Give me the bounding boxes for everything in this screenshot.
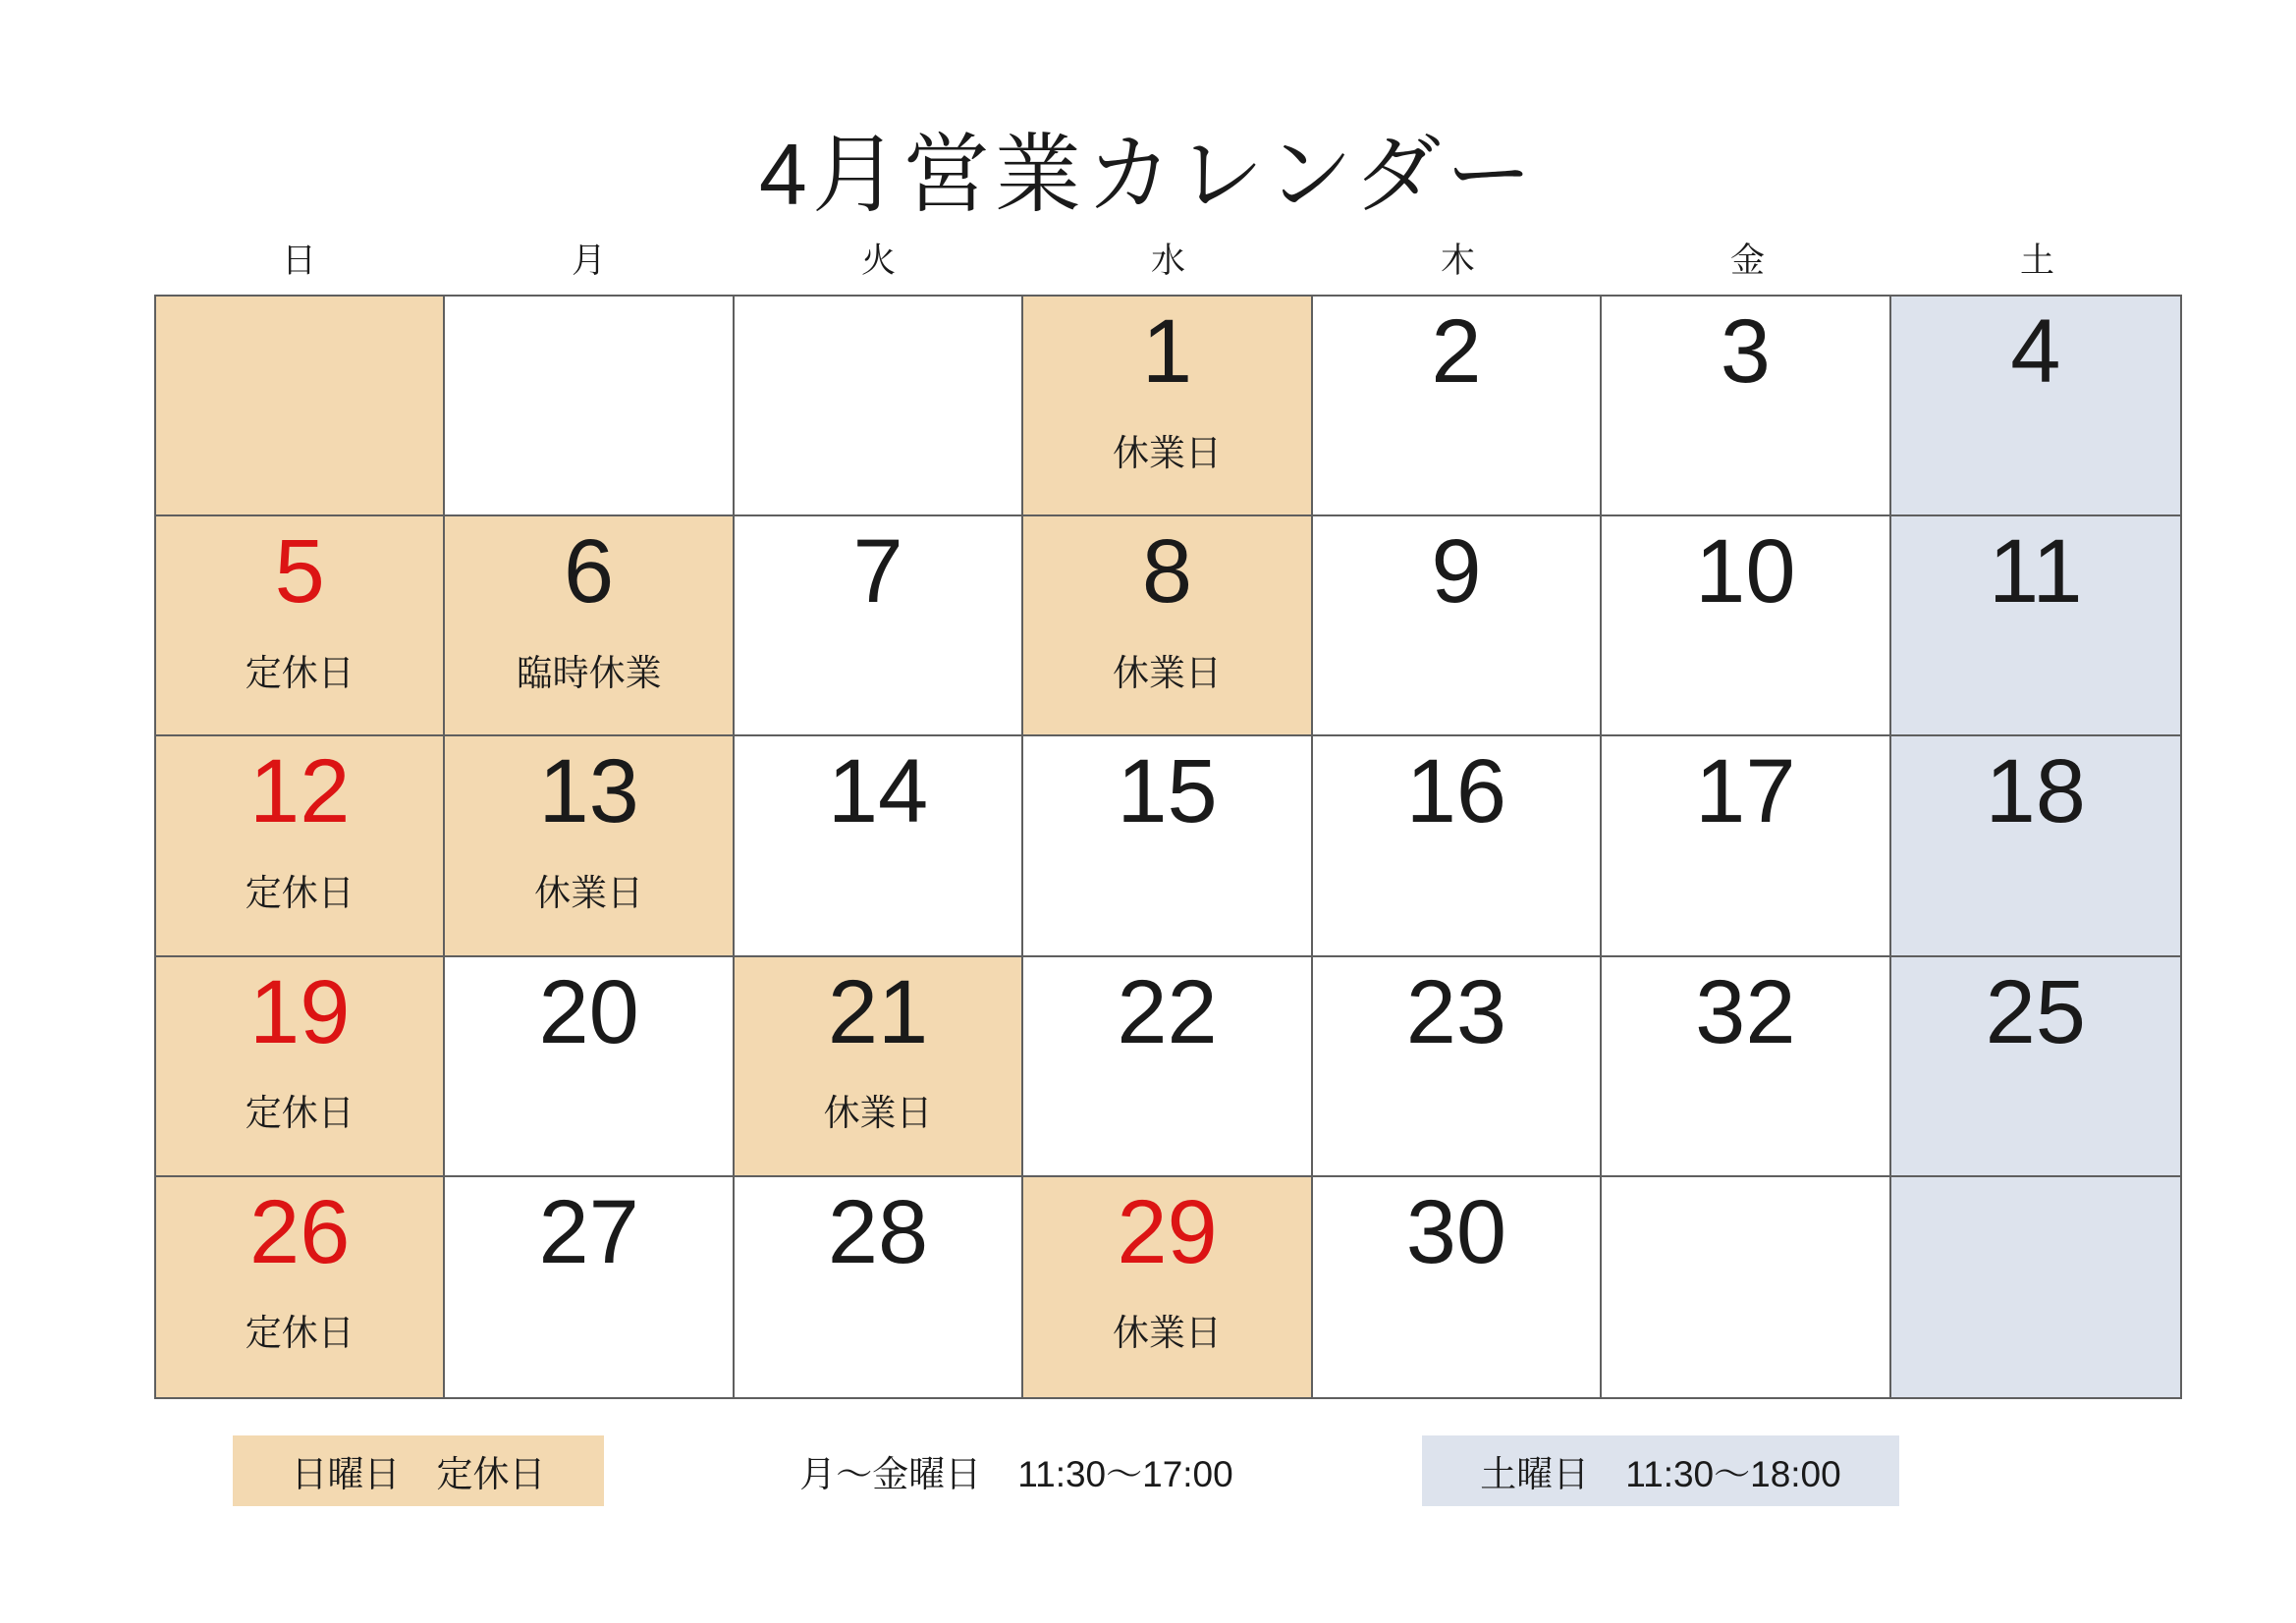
day-number: 7 — [852, 521, 903, 622]
calendar-cell-empty — [156, 297, 445, 516]
day-number: 21 — [827, 961, 929, 1062]
day-number: 4 — [2010, 301, 2061, 402]
day-number: 15 — [1117, 741, 1218, 842]
day-number: 25 — [1985, 961, 2086, 1062]
day-number: 17 — [1695, 741, 1796, 842]
day-status-label: 定休日 — [245, 872, 355, 913]
calendar-cell-empty — [1891, 1177, 2180, 1397]
calendar-cell-21 — [735, 957, 1023, 1177]
calendar-cell-17 — [1602, 736, 1890, 956]
weekday-label: 土 — [2019, 242, 2054, 280]
day-number: 6 — [564, 521, 615, 622]
calendar-cell-18 — [1891, 736, 2180, 956]
calendar-cell-27 — [445, 1177, 734, 1397]
calendar-cell-14 — [735, 736, 1023, 956]
day-status-label: 休業日 — [823, 1093, 933, 1134]
weekday-label: 金 — [1729, 242, 1765, 280]
weekday-label: 日 — [281, 242, 316, 280]
legend-saturday-hours: 土曜日 11:30～18:00 — [1422, 1435, 1899, 1506]
calendar-cell-32 — [1602, 957, 1890, 1177]
calendar-cell-empty — [735, 297, 1023, 516]
day-number: 1 — [1141, 301, 1193, 402]
day-number: 12 — [249, 741, 351, 842]
calendar-cell-25 — [1891, 957, 2180, 1177]
day-status-label: 臨時休業 — [516, 652, 662, 693]
calendar-cell-15 — [1023, 736, 1312, 956]
day-number: 28 — [827, 1181, 929, 1282]
day-status-label: 休業日 — [534, 872, 644, 913]
calendar-cell-29 — [1023, 1177, 1312, 1397]
calendar-cell-8 — [1023, 516, 1312, 736]
day-status-label: 休業日 — [1112, 432, 1222, 473]
calendar-cell-19 — [156, 957, 445, 1177]
calendar-cell-2 — [1313, 297, 1602, 516]
day-number: 14 — [827, 741, 929, 842]
day-number: 27 — [538, 1181, 639, 1282]
day-number: 10 — [1695, 521, 1796, 622]
calendar-cell-9 — [1313, 516, 1602, 736]
day-number: 2 — [1431, 301, 1482, 402]
day-number: 19 — [249, 961, 351, 1062]
calendar-cell-26 — [156, 1177, 445, 1397]
day-number: 3 — [1720, 301, 1771, 402]
calendar-cell-28 — [735, 1177, 1023, 1397]
page-title: 4月営業カレンダー — [758, 125, 1538, 223]
day-status-label: 休業日 — [1112, 652, 1222, 693]
day-number: 18 — [1985, 741, 2086, 842]
day-status-label: 定休日 — [245, 1313, 355, 1354]
calendar-cell-empty — [1602, 1177, 1890, 1397]
calendar-grid — [154, 295, 2182, 1399]
day-number: 9 — [1431, 521, 1482, 622]
day-number: 20 — [538, 961, 639, 1062]
weekday-label: 月 — [571, 242, 606, 280]
calendar-cell-empty — [445, 297, 734, 516]
legend-sunday-closed: 日曜日 定休日 — [233, 1435, 604, 1506]
calendar-cell-4 — [1891, 297, 2180, 516]
day-number: 5 — [274, 521, 325, 622]
day-number: 32 — [1695, 961, 1796, 1062]
day-number: 11 — [1989, 521, 2083, 622]
calendar-cell-3 — [1602, 297, 1890, 516]
calendar-cell-1 — [1023, 297, 1312, 516]
day-number: 13 — [538, 741, 639, 842]
day-status-label: 定休日 — [245, 652, 355, 693]
day-number: 30 — [1405, 1181, 1507, 1282]
calendar-cell-5 — [156, 516, 445, 736]
day-status-label: 定休日 — [245, 1093, 355, 1134]
calendar-cell-6 — [445, 516, 734, 736]
day-number: 16 — [1405, 741, 1507, 842]
day-number: 23 — [1405, 961, 1507, 1062]
calendar-cell-10 — [1602, 516, 1890, 736]
calendar-cell-30 — [1313, 1177, 1602, 1397]
calendar-cell-20 — [445, 957, 734, 1177]
day-number: 26 — [249, 1181, 351, 1282]
calendar-cell-13 — [445, 736, 734, 956]
calendar-cell-22 — [1023, 957, 1312, 1177]
day-number: 8 — [1141, 521, 1193, 622]
weekday-label: 木 — [1440, 242, 1475, 280]
calendar-cell-23 — [1313, 957, 1602, 1177]
day-number: 22 — [1117, 961, 1218, 1062]
weekday-label: 火 — [860, 242, 896, 280]
calendar-cell-11 — [1891, 516, 2180, 736]
calendar-cell-16 — [1313, 736, 1602, 956]
weekday-label: 水 — [1150, 242, 1185, 280]
weekday-header-row — [154, 232, 2182, 285]
legend-weekday-hours: 月～金曜日 11:30～17:00 — [756, 1435, 1277, 1506]
day-status-label: 休業日 — [1112, 1313, 1222, 1354]
day-number: 29 — [1117, 1181, 1218, 1282]
calendar-cell-12 — [156, 736, 445, 956]
calendar-cell-7 — [735, 516, 1023, 736]
